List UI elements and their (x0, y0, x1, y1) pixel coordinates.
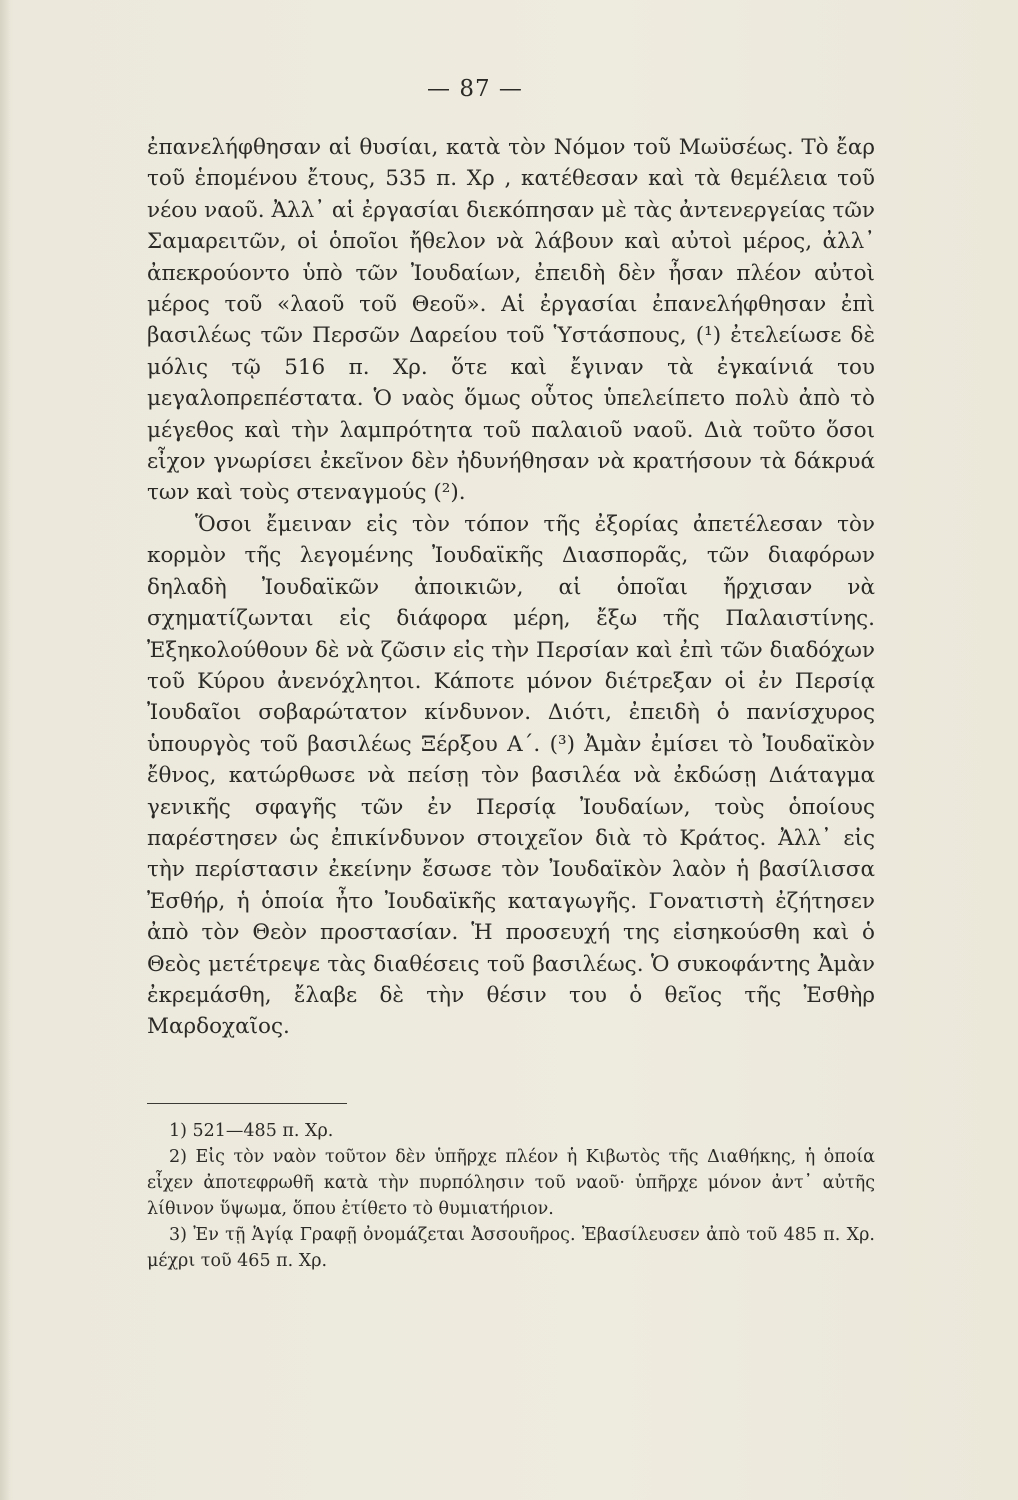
binding-shadow (0, 0, 10, 1500)
footnote-separator (147, 1103, 347, 1104)
footnote-2: 2) Εἰς τὸν ναὸν τοῦτον δὲν ὑπῆρχε πλέον ἡ Κιβωτὸς τῆς Διαθήκης, ἡ ὁποία εἶχεν ἀποτεφρωθῆ κατὰ τὴν πυρπόλησιν τοῦ ναοῦ· ὑπῆρχε μόνον ἀντ᾽ αὐτῆς λίθινον ὕψωμα, ὅπου ἐτίθετο τὸ θυμιατήριον. (147, 1147, 875, 1219)
main-text (147, 132, 875, 1043)
paragraph-1: ἐπανελήφθησαν αἱ θυσίαι, κατὰ τὸν Νόμον τοῦ Μωϋσέως. Τὸ ἔαρ τοῦ ἑπομένου ἔτους, 535 π. Χρ , κατέθεσαν καὶ τὰ θεμέλεια τοῦ νέου ναοῦ. Ἀλλ᾽ αἱ ἐργασίαι διεκόπησαν μὲ τὰς ἀντενεργείας τῶν Σαμαρειτῶν, οἱ ὁποῖοι ἤθελον νὰ λάβουν καὶ αὐτοὶ μέρος, ἀλλ᾽ ἀπεκρούοντο ὑπὸ τῶν Ἰουδαίων, ἐπειδὴ δὲν ἦσαν πλέον αὐτοὶ μέρος τοῦ «λαοῦ τοῦ Θεοῦ». Αἱ ἐργασίαι ἐπανελήφθησαν ἐπὶ βασιλέως τῶν Περσῶν Δαρείου τοῦ Ὑστάσπους, (¹) ἐτελείωσε δὲ μόλις τῷ 516 π. Χρ. ὅτε καὶ ἔγιναν τὰ ἐγκαίνιά του μεγαλοπρεπέστατα. Ὁ ναὸς ὅμως οὗτος ὑπελείπετο πολὺ ἀπὸ τὸ μέγεθος καὶ τὴν λαμπρότητα τοῦ παλαιοῦ ναοῦ. Διὰ τοῦτο ὅσοι εἶχον γνωρίσει ἐκεῖνον δὲν ἠδυνήθησαν νὰ κρατήσουν τὰ δάκρυά των καὶ τοὺς στεναγμούς (²). (147, 135, 875, 506)
paragraph-2: Ὅσοι ἔμειναν εἰς τὸν τόπον τῆς ἐξορίας ἀπετέλεσαν τὸν κορμὸν τῆς λεγομένης Ἰουδαϊκῆς Διασπορᾶς, τῶν διαφόρων δηλαδὴ Ἰουδαϊκῶν ἀποικιῶν, αἱ ὁποῖαι ἤρχισαν νὰ σχηματίζωνται εἰς διάφορα μέρη, ἔξω τῆς Παλαιστίνης. Ἐξηκολούθουν δὲ νὰ ζῶσιν εἰς τὴν Περσίαν καὶ ἐπὶ τῶν διαδόχων τοῦ Κύρου ἀνενόχλητοι. Κάποτε μόνον διέτρεξαν οἱ ἐν Περσίᾳ Ἰουδαῖοι σοβαρώτατον κίνδυνον. Διότι, ἐπειδὴ ὁ πανίσχυρος ὑπουργὸς τοῦ βασιλέως Ξέρξου Α΄. (³) Ἀμὰν ἐμίσει τὸ Ἰουδαϊκὸν ἔθνος, κατώρθωσε νὰ πείσῃ τὸν βασιλέα νὰ ἐκδώσῃ Διάταγμα γενικῆς σφαγῆς τῶν ἐν Περσίᾳ Ἰουδαίων, τοὺς ὁποίους παρέστησεν ὡς ἐπικίνδυνον στοιχεῖον διὰ τὸ Κράτος. Ἀλλ᾽ εἰς τὴν περίστασιν ἐκείνην ἔσωσε τὸν Ἰουδαϊκὸν λαὸν ἡ βασίλισσα Ἐσθήρ, ἡ ὁποία ἦτο Ἰουδαϊκῆς καταγωγῆς. Γονατιστὴ ἐζήτησεν ἀπὸ τὸν Θεὸν προστασίαν. Ἡ προσευχή της εἰσηκούσθη καὶ ὁ Θεὸς μετέτρεψε τὰς διαθέσεις τοῦ βασιλέως. Ὁ συκοφάντης Ἀμὰν ἐκρεμάσθη, ἔλαβε δὲ τὴν θέσιν του ὁ θεῖος τῆς Ἐσθὴρ Μαρδοχαῖος. (147, 511, 875, 1040)
footnote-1: 1) 521—485 π. Χρ. (169, 1121, 334, 1141)
footnote-3: 3) Ἐν τῇ Ἁγίᾳ Γραφῇ ὀνομάζεται Ἀσσουῆρος. Ἐβασίλευσεν ἀπὸ τοῦ 485 π. Χρ. μέχρι τοῦ 465 π. Χρ. (147, 1225, 875, 1271)
page-number: — 87 — (427, 76, 523, 102)
footnotes (147, 1118, 875, 1274)
